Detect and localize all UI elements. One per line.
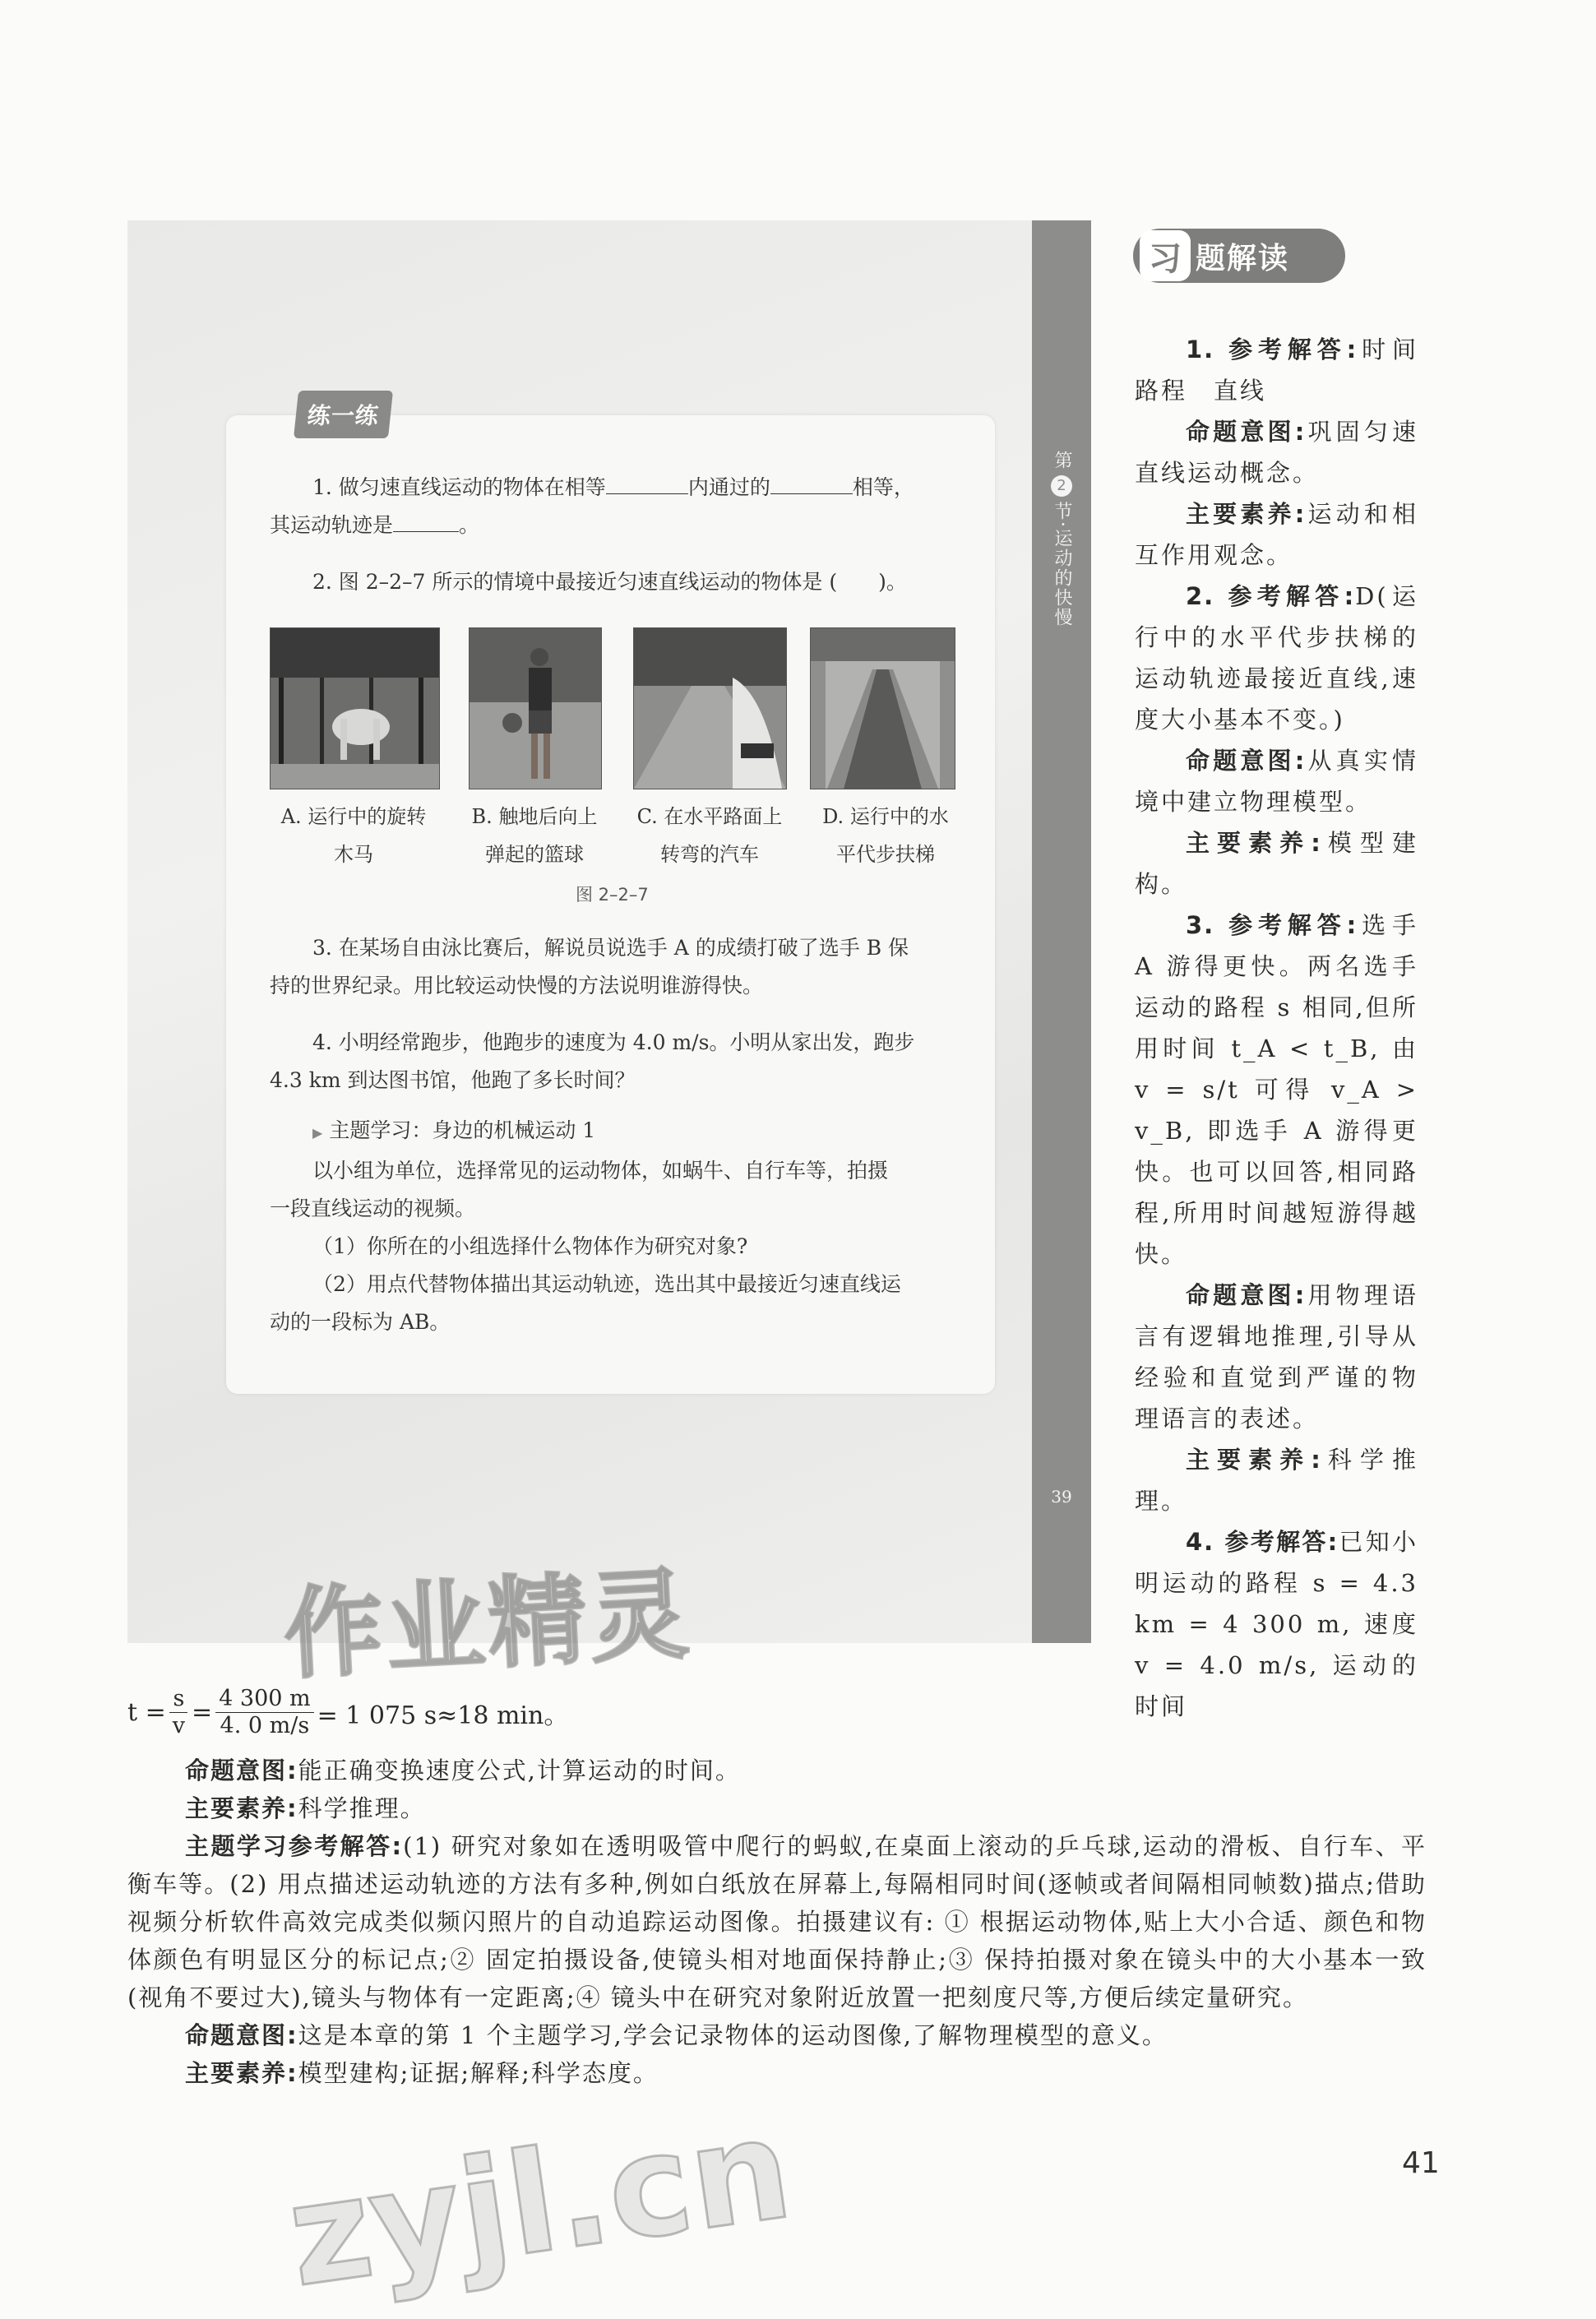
blank[interactable] [606, 474, 688, 494]
page-number: 41 [1402, 2146, 1440, 2180]
caption-c: C. 在水平路面上 转弯的汽车 [636, 805, 783, 866]
answer-paragraph: 命题意图:从真实情境中建立物理模型。 [1135, 747, 1418, 816]
bottom-explanation [127, 1752, 1427, 2092]
chapter-tag [1032, 451, 1091, 627]
practice-badge: 练一练 [294, 391, 393, 438]
topic-study: ▶ 主题学习：身边的机械运动 1 以小组为单位，选择常见的运动物体，如蜗牛、自行车等，拍摄 一段直线运动的视频。 （1）你所在的小组选择什么物体作为研究对象? （2）用点代替物体描出其运动轨迹，选出其中最接近匀速直线运 动的一段标为 AB。 [270, 1118, 901, 1334]
photo-car [633, 627, 787, 789]
chapter-number: 2 [1051, 475, 1072, 497]
time-formula: t = $\frac{s}{v}$ = $\frac{4 300 m}{4. 0 m/s}$ = 1 075 s≈18 min。 [127, 1686, 569, 1738]
triangle-icon: ▶ [312, 1125, 323, 1141]
answer-paragraph: 1. 参考解答:时间 路程 直线 [1135, 336, 1446, 405]
chapter-title: 节·运动的快慢 [1052, 502, 1072, 627]
explanation-paragraph: 主要素养:模型建构;证据;解释;科学态度。 [185, 2059, 659, 2087]
answer-paragraph: 主要素养:运动和相互作用观念。 [1135, 500, 1418, 569]
caption-a: A. 运行中的旋转 木马 [280, 805, 427, 866]
answer-paragraph: 主要素养:模型建构。 [1135, 829, 1418, 898]
watermark: 作业精灵 [281, 1558, 695, 1693]
blank[interactable] [770, 474, 853, 494]
watermark: zyjl.cn [279, 2087, 801, 2319]
figure-label: 图 2–2–7 [576, 885, 649, 905]
blank[interactable] [393, 511, 459, 532]
answer-paragraph: 2. 参考解答:D(运行中的水平代步扶梯的运动轨迹最接近直线,速度大小基本不变。) [1135, 582, 1418, 734]
explanation-paragraph: 命题意图:这是本章的第 1 个主题学习,学会记录物体的运动图像,了解物理模型的意义。 [185, 2021, 1168, 2049]
explanation-paragraph: 命题意图:能正确变换速度公式,计算运动的时间。 [185, 1757, 741, 1784]
question-3: 3. 在某场自由泳比赛后，解说员说选手 A 的成绩打破了选手 B 保 持的世界纪录。用比较运动快慢的方法说明谁游得快。 [270, 936, 909, 997]
answer-column [1135, 329, 1446, 1727]
explanation-paragraph: 主要素养:科学推理。 [185, 1794, 426, 1822]
answer-paragraph: 命题意图:用物理语言有逻辑地推理,引导从经验和直觉到严谨的物理语言的表述。 [1135, 1281, 1418, 1433]
photo-carousel [270, 627, 440, 789]
textbook-page-number: 39 [1051, 1487, 1072, 1507]
answer-paragraph: 4. 参考解答:已知小明运动的路程 s = 4.3 km = 4 300 m, 速度 v = 4.0 m/s, 运动的时间 [1135, 1528, 1418, 1720]
question-1: 1. 做匀速直线运动的物体在相等 内通过的 相等， 其运动轨迹是 。 [270, 475, 914, 537]
caption-d: D. 运行中的水 平代步扶梯 [822, 805, 949, 866]
question-2: 2. 图 2–2–7 所示的情境中最接近匀速直线运动的物体是 ( )。 [312, 570, 907, 594]
chapter-prefix: 第 [1052, 451, 1072, 470]
photo-basketball [469, 627, 602, 789]
answer-paragraph: 3. 参考解答:选手 A 游得更快。两名选手运动的路程 s 相同,但所用时间 t_A < t_B, 由 v = s/t 可得 v_A > v_B, 即选手 A 游得更快。也可以回答,相同路程,所用时间越短游得越快。 [1135, 911, 1418, 1268]
textbook-sidebar [1032, 220, 1091, 1643]
explanation-paragraph: 主题学习参考解答:(1) 研究对象如在透明吸管中爬行的蚂蚁,在桌面上滚动的乒乓球,运动的滑板、自行车、平衡车等。(2) 用点描述运动轨迹的方法有多种,例如白纸放在屏幕上,每隔相同时间(逐帧或者间隔相同帧数)描点;借助视频分析软件高效完成类似频闪照片的自动追踪运动图像。拍摄建议有: ① 根据运动物体,贴上大小合适、颜色和物体颜色有明显区分的标记点;② 固定拍摄设备,使镜头相对地面保持静止;③ 保持拍摄对象在镜头中的大小基本一致(视角不要过大),镜头与物体有一定距离;④ 镜头中在研究对象附近放置一把刻度尺等,方便后续定量研究。 [127, 1832, 1427, 2011]
question-4: 4. 小明经常跑步，他跑步的速度为 4.0 m/s。小明从家出发，跑步 4.3 km 到达图书馆，他跑了多长时间？ [270, 1030, 915, 1092]
answer-paragraph: 命题意图:巩固匀速直线运动概念。 [1135, 418, 1418, 487]
section-tab [1133, 229, 1345, 283]
exercise-icon: 习 [1140, 230, 1191, 281]
caption-b: B. 触地后向上 弹起的篮球 [471, 805, 598, 866]
answer-paragraph: 主要素养:科学推理。 [1135, 1446, 1418, 1515]
section-title: 题解读 [1196, 241, 1290, 275]
photo-escalator [810, 627, 955, 789]
